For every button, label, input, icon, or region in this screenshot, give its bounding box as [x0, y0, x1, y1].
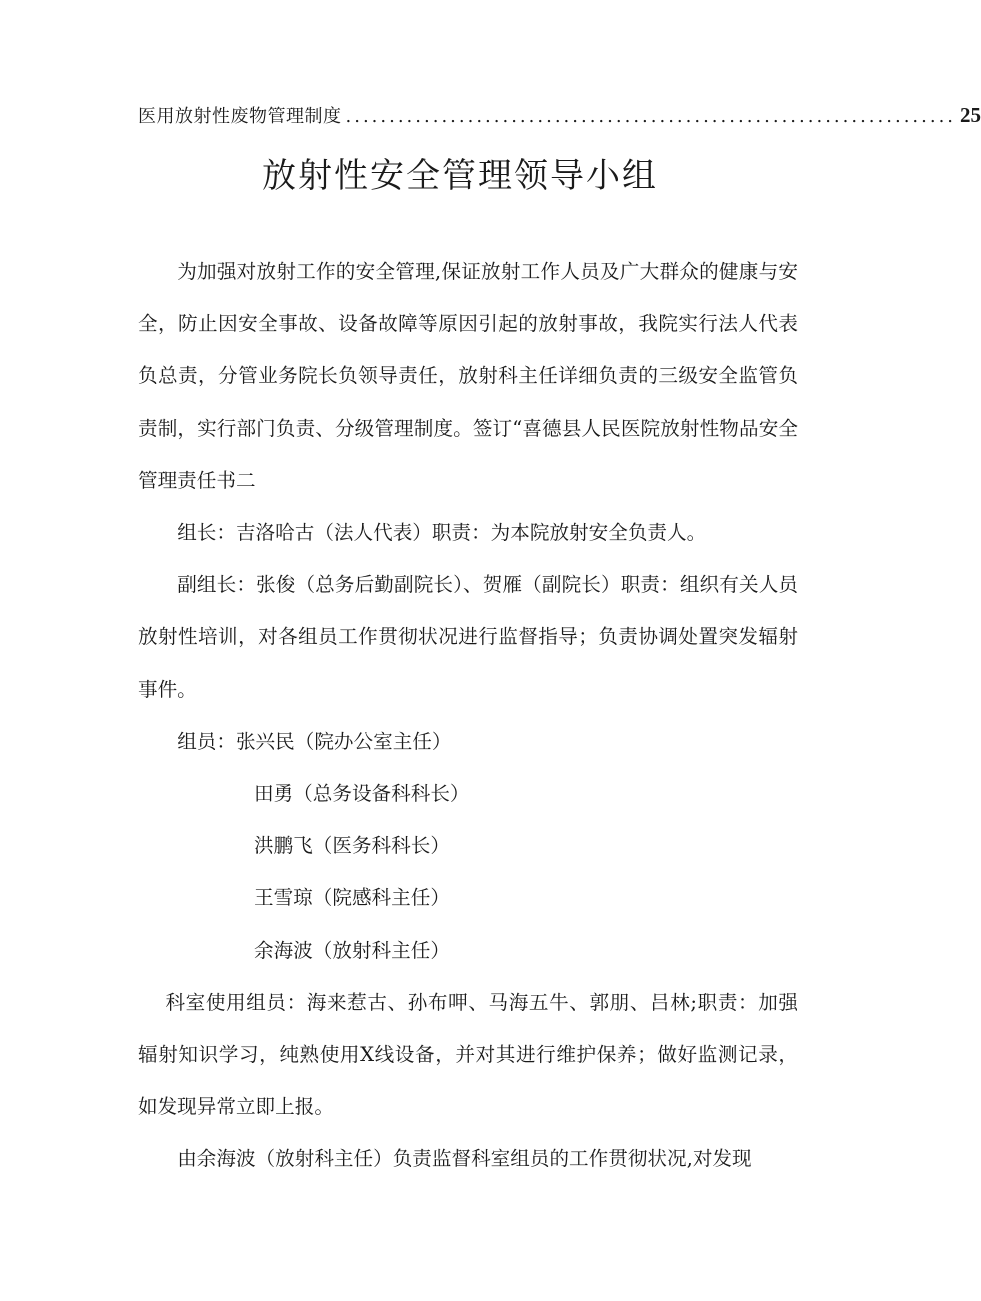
supervision-paragraph: 由余海波（放射科主任）负责监督科室组员的工作贯彻状况,对发现: [177, 1147, 752, 1171]
toc-entry[interactable]: [138, 102, 981, 130]
member-item: 洪鹏飞（医务科科长）: [254, 834, 450, 858]
member-item: 余海波（放射科主任）: [254, 938, 450, 962]
toc-leader-dots: ......................................................................: [345, 106, 957, 127]
members-first-line: 组员：张兴民（院办公室主任）: [177, 729, 452, 753]
deputy-paragraph: 副组长：张俊（总务后勤副院长）、贺雁（副院长）职责：组织有关人员放射性培训，对各组员工作贯彻状况进行监督指导；负责协调处置突发辐射事件。: [138, 573, 798, 701]
member-item: 田勇（总务设备科科长）: [254, 782, 470, 806]
document-body: [138, 246, 798, 1186]
document-title: 放射性安全管理领导小组: [262, 156, 658, 196]
leader-paragraph: 组长：吉洛哈古（法人代表）职责：为本院放射安全负责人。: [177, 521, 707, 545]
toc-page-number: 25: [960, 103, 981, 127]
member-item: 王雪琼（院感科主任）: [254, 886, 450, 910]
members-list: [138, 716, 798, 977]
intro-paragraph: 为加强对放射工作的安全管理,保证放射工作人员及广大群众的健康与安全，防止因安全事故、设备故障等原因引起的放射事故，我院实行法人代表负总责，分管业务院长负领导责任，放射科主任详细负责的三级安全监管负责制，实行部门负责、分级管理制度。签订“喜德县人民医院放射性物品安全管理责任书二: [138, 260, 798, 492]
toc-entry-title: 医用放射性废物管理制度: [138, 106, 342, 127]
dept-members-paragraph: 科室使用组员：海来惹古、孙布呷、马海五牛、郭朋、吕林;职责：加强辐射知识学习，纯熟使用X线设备，并对其进行维护保养；做好监测记录，如发现异常立即上报。: [138, 990, 798, 1119]
